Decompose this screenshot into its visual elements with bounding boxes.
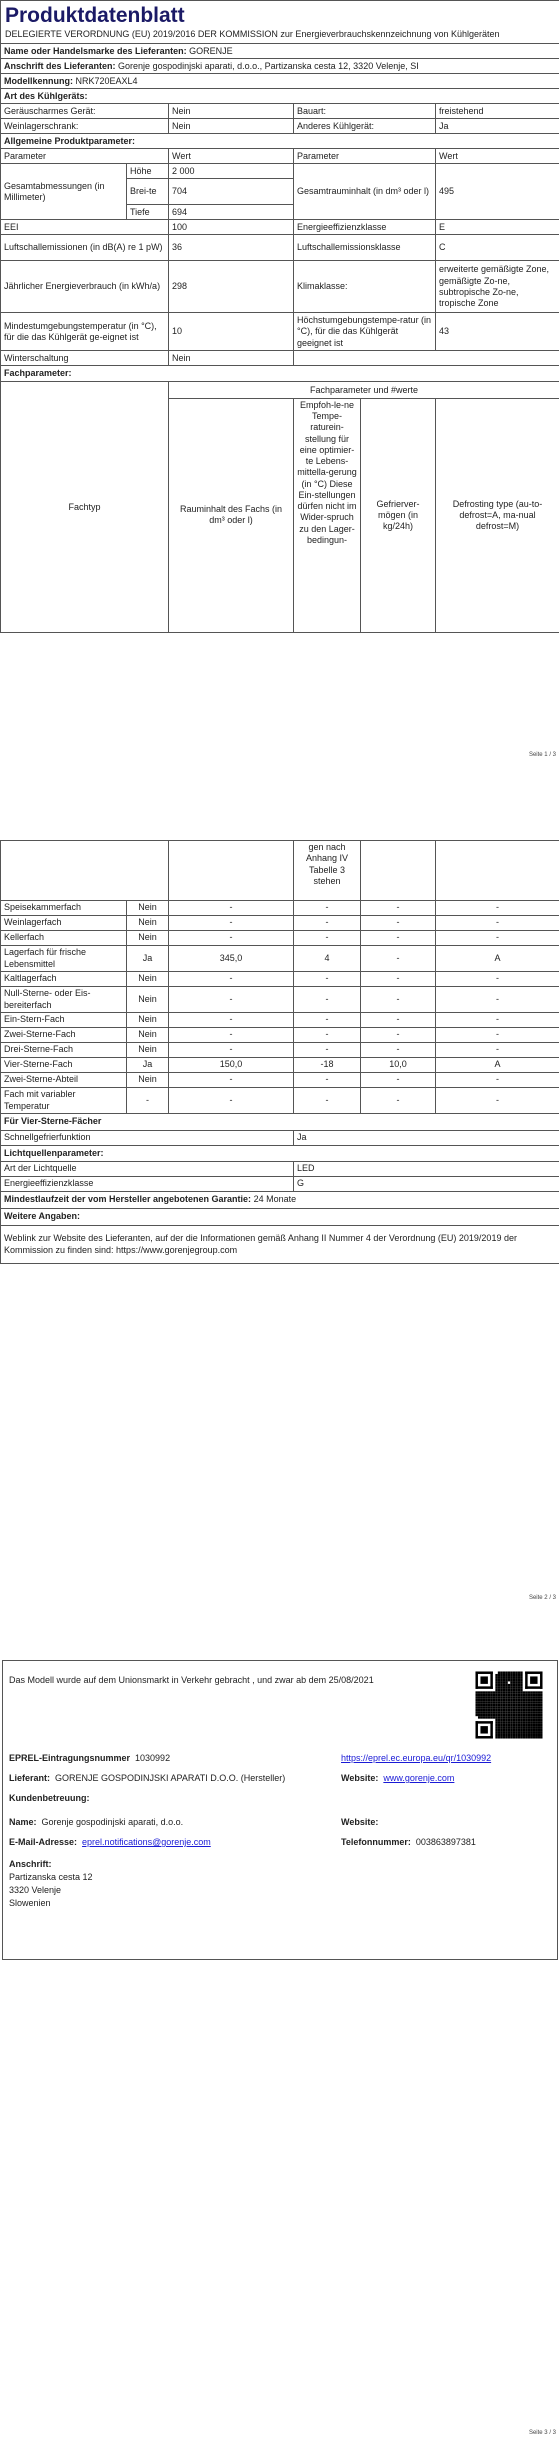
- compartment-row: [1, 972, 559, 987]
- compartment-defrost: -: [436, 1088, 559, 1114]
- col-param-header: Parameter: [1, 149, 169, 164]
- eei-value: 100: [169, 220, 294, 235]
- support-name-label: Name:: [9, 1817, 37, 1827]
- compartment-freeze: 10,0: [361, 1058, 436, 1073]
- compartment-temp: -: [294, 987, 361, 1013]
- col-value-header: Wert: [169, 149, 294, 164]
- compartment-row: [1, 901, 559, 916]
- compartment-present: Nein: [127, 931, 169, 946]
- datasheet-table-page1: [0, 0, 559, 382]
- volume-value: 495: [436, 164, 559, 220]
- page-3: [0, 1660, 559, 2442]
- compartment-row: [1, 1088, 559, 1114]
- email-label: E-Mail-Adresse:: [9, 1837, 78, 1847]
- light-type-value: LED: [294, 1162, 559, 1177]
- compartment-row: [1, 1043, 559, 1058]
- compartment-row: [1, 946, 559, 972]
- compartment-present: Nein: [127, 1028, 169, 1043]
- supplier-name-value: GORENJE: [189, 45, 233, 56]
- other-value: Ja: [436, 119, 559, 134]
- compartment-row: [1, 1058, 559, 1073]
- further-heading: Weitere Angaben:: [1, 1209, 559, 1226]
- compartment-freeze: -: [361, 916, 436, 931]
- noise-label: Luftschallemissionen (in dB(A) re 1 pW): [1, 235, 169, 261]
- compartment-defrost: -: [436, 931, 559, 946]
- compartment-present: Ja: [127, 1058, 169, 1073]
- light-class-label: Energieeffizienzklasse: [1, 1177, 294, 1192]
- compartment-temp: -: [294, 972, 361, 987]
- eprel-link[interactable]: https://eprel.ec.europa.eu/qr/1030992: [341, 1753, 492, 1763]
- compartment-present: Nein: [127, 1073, 169, 1088]
- compartment-freeze: -: [361, 1013, 436, 1028]
- compartment-defrost: -: [436, 1073, 559, 1088]
- compartment-row: [1, 1073, 559, 1088]
- eclass-value: E: [436, 220, 559, 235]
- design-label: Bauart:: [294, 104, 436, 119]
- compartment-defrost: -: [436, 1043, 559, 1058]
- support-name-value: Gorenje gospodinjski aparati, d.o.o.: [41, 1817, 184, 1827]
- further-text: Weblink zur Website des Lieferanten, auf der die Informationen gemäß Anhang II Nummer 4 der Verordnung (EU) 2019/2019 der Kommission zu finden sind: https://www.gorenjegroup.com: [1, 1226, 559, 1264]
- depth-value: 694: [169, 205, 294, 220]
- compartment-row: [1, 931, 559, 946]
- compartment-volume: 150,0: [169, 1058, 294, 1073]
- annual-energy-label: Jährlicher Energieverbrauch (in kWh/a): [1, 261, 169, 313]
- page-title: Produktdatenblatt: [5, 4, 185, 27]
- market-text: Das Modell wurde auf dem Unionsmarkt in Verkehr gebracht , und zwar ab dem 25/08/2021: [9, 1675, 374, 1685]
- height-label: Höhe: [127, 164, 169, 179]
- compartment-present: -: [127, 1088, 169, 1114]
- compartment-name: Speisekammerfach: [1, 901, 127, 916]
- quiet-value: Nein: [169, 104, 294, 119]
- compartment-defrost: -: [436, 901, 559, 916]
- compartment-present: Nein: [127, 972, 169, 987]
- compartment-row: [1, 1013, 559, 1028]
- compartment-volume: -: [169, 901, 294, 916]
- col-freeze-header: Gefrierver-mögen (in kg/24h): [361, 398, 436, 632]
- compartment-name: Drei-Sterne-Fach: [1, 1043, 127, 1058]
- climate-value: erweiterte gemäßigte Zone, gemäßigte Zo-ne, subtropische Zo-ne, tropische Zone: [436, 261, 559, 313]
- compartment-present: Nein: [127, 1043, 169, 1058]
- wine-label: Weinlagerschrank:: [1, 119, 169, 134]
- address-line2: 3320 Velenje: [9, 1885, 62, 1895]
- compartment-temp: 4: [294, 946, 361, 972]
- compartment-name: Weinlagerfach: [1, 916, 127, 931]
- compartment-name: Lagerfach für frische Lebensmittel: [1, 946, 127, 972]
- light-heading: Lichtquellenparameter:: [1, 1146, 559, 1162]
- compartment-temp: -: [294, 916, 361, 931]
- support-website-label: Website:: [341, 1817, 379, 1827]
- compartment-defrost: -: [436, 987, 559, 1013]
- compartment-temp: -18: [294, 1058, 361, 1073]
- col-volume-header: Rauminhalt des Fachs (in dm³ oder l): [169, 398, 294, 632]
- width-label: Brei-te: [127, 179, 169, 205]
- supplier-name-label: Name oder Handelsmarke des Lieferanten:: [4, 45, 187, 56]
- winter-label: Winterschaltung: [1, 351, 169, 366]
- eprel-value: 1030992: [135, 1753, 171, 1763]
- other-label: Anderes Kühlgerät:: [294, 119, 436, 134]
- warranty-value: 24 Monate: [253, 1194, 297, 1205]
- max-temp-value: 43: [436, 313, 559, 351]
- compartment-temp: -: [294, 1088, 361, 1114]
- compartment-temp: -: [294, 931, 361, 946]
- model-label: Modellkennung:: [4, 75, 73, 86]
- compartment-volume: -: [169, 916, 294, 931]
- col-param-header-2: Parameter: [294, 149, 436, 164]
- eprel-label: EPREL-Eintragungsnummer: [9, 1753, 131, 1763]
- min-temp-label: Mindestumgebungstemperatur (in °C), für die das Kühlgerät ge-eignet ist: [1, 313, 169, 351]
- compartment-name: Zwei-Sterne-Fach: [1, 1028, 127, 1043]
- compartment-volume: 345,0: [169, 946, 294, 972]
- compartment-freeze: -: [361, 1088, 436, 1114]
- compartment-name: Null-Sterne- oder Eis-bereiterfach: [1, 987, 127, 1013]
- compartment-name: Kaltlagerfach: [1, 972, 127, 987]
- address-line1: Partizanska cesta 12: [9, 1872, 93, 1882]
- compartment-present: Nein: [127, 916, 169, 931]
- support-heading: Kundenbetreuung:: [9, 1793, 90, 1803]
- supplier-address-value: Gorenje gospodinjski aparati, d.o.o., Partizanska cesta 12, 3320 Velenje, SI: [118, 60, 419, 71]
- compartment-defrost: -: [436, 1013, 559, 1028]
- eei-label: EEI: [1, 220, 169, 235]
- compartments-table-page2: [0, 840, 559, 1264]
- col-temp-header: Empfoh-le-ne Tempe-raturein-stellung für eine optimier-te Lebens-mittella-gerung (in °C) Diese Ein-stellungen dürfen nicht im Wider-spruch zu den Lager-bedingun-: [294, 398, 361, 632]
- compartment-freeze: -: [361, 931, 436, 946]
- compartment-freeze: -: [361, 987, 436, 1013]
- page-1: [0, 0, 559, 770]
- compartment-freeze: -: [361, 946, 436, 972]
- address-line3: Slowenien: [9, 1898, 51, 1908]
- regulation-text: DELEGIERTE VERORDNUNG (EU) 2019/2016 DER KOMMISSION zur Energieverbrauchskennzeichnung von Kühlgeräten: [5, 29, 500, 40]
- compartment-temp: -: [294, 1013, 361, 1028]
- page-number-2: Seite 2 / 3: [528, 1595, 556, 1601]
- quickfreeze-value: Ja: [294, 1131, 559, 1146]
- compartment-freeze: -: [361, 1073, 436, 1088]
- compartment-row: [1, 1028, 559, 1043]
- compartment-volume: -: [169, 931, 294, 946]
- dims-label: Gesamtabmessungen (in Millimeter): [1, 164, 127, 220]
- page-2: [0, 840, 559, 1620]
- min-temp-value: 10: [169, 313, 294, 351]
- compartment-name: Ein-Stern-Fach: [1, 1013, 127, 1028]
- compartments-heading: Fachparameter:: [1, 366, 559, 382]
- phone-value: 003863897381: [415, 1837, 476, 1847]
- max-temp-label: Höchstumgebungstempe-ratur (in °C), für die das Kühlgerät geeignet ist: [294, 313, 436, 351]
- compartment-defrost: -: [436, 1028, 559, 1043]
- compartment-defrost: -: [436, 916, 559, 931]
- compartment-present: Nein: [127, 987, 169, 1013]
- compartment-volume: -: [169, 987, 294, 1013]
- supplier-address-label: Anschrift des Lieferanten:: [4, 60, 116, 71]
- light-type-label: Art der Lichtquelle: [1, 1162, 294, 1177]
- email-link[interactable]: eprel.notifications@gorenje.com: [82, 1837, 211, 1847]
- general-heading: Allgemeine Produktparameter:: [1, 134, 559, 149]
- compartment-temp: -: [294, 1073, 361, 1088]
- compartment-freeze: -: [361, 972, 436, 987]
- compartment-volume: -: [169, 1028, 294, 1043]
- compartment-defrost: A: [436, 1058, 559, 1073]
- compartment-volume: -: [169, 1043, 294, 1058]
- website-label-p3: Website:: [341, 1773, 379, 1783]
- website-link[interactable]: www.gorenje.com: [383, 1773, 455, 1783]
- fachparameter-header: Fachparameter und #werte: [169, 382, 559, 398]
- compartment-volume: -: [169, 972, 294, 987]
- compartment-temp: -: [294, 901, 361, 916]
- page-number-3: Seite 3 / 3: [528, 2430, 556, 2436]
- compartment-volume: -: [169, 1088, 294, 1114]
- compartment-defrost: A: [436, 946, 559, 972]
- compartment-volume: -: [169, 1013, 294, 1028]
- col-value-header-2: Wert: [436, 149, 559, 164]
- noiseclass-label: Luftschallemissionsklasse: [294, 235, 436, 261]
- compartment-freeze: -: [361, 1028, 436, 1043]
- compartment-temp: -: [294, 1043, 361, 1058]
- supplier-value-p3: GORENJE GOSPODINJSKI APARATI D.O.O. (Hersteller): [55, 1773, 286, 1783]
- compartment-volume: -: [169, 1073, 294, 1088]
- compartment-defrost: -: [436, 972, 559, 987]
- model-value: NRK720EAXL4: [75, 75, 138, 86]
- four-star-heading: Für Vier-Sterne-Fächer: [1, 1114, 559, 1131]
- qr-code-icon[interactable]: [473, 1669, 545, 1741]
- compartment-name: Zwei-Sterne-Abteil: [1, 1073, 127, 1088]
- phone-label: Telefonnummer:: [341, 1837, 411, 1847]
- warranty-label: Mindestlaufzeit der vom Hersteller angebotenen Garantie:: [4, 1194, 252, 1205]
- depth-label: Tiefe: [127, 205, 169, 220]
- height-value: 2 000: [169, 164, 294, 179]
- width-value: 704: [169, 179, 294, 205]
- volume-label: Gesamtrauminhalt (in dm³ oder l): [294, 164, 436, 220]
- compartment-present: Ja: [127, 946, 169, 972]
- compartment-name: Fach mit variabler Temperatur: [1, 1088, 127, 1114]
- light-class-value: G: [294, 1177, 559, 1192]
- compartments-header-table: [0, 382, 559, 633]
- wine-value: Nein: [169, 119, 294, 134]
- col-defrost-header: Defrosting type (au-to-defrost=A, ma-nual defrost=M): [436, 398, 559, 632]
- col-temp-header-cont: gen nach Anhang IV Tabelle 3 stehen: [294, 841, 361, 901]
- compartment-freeze: -: [361, 1043, 436, 1058]
- climate-label: Klimaklasse:: [294, 261, 436, 313]
- fachtyp-header: Fachtyp: [1, 382, 169, 632]
- compartment-row: [1, 916, 559, 931]
- compartment-present: Nein: [127, 1013, 169, 1028]
- compartment-name: Kellerfach: [1, 931, 127, 946]
- compartment-rows: [1, 901, 559, 1114]
- noiseclass-value: C: [436, 235, 559, 261]
- eclass-label: Energieeffizienzklasse: [294, 220, 436, 235]
- compartment-row: [1, 987, 559, 1013]
- compartment-temp: -: [294, 1028, 361, 1043]
- design-value: freistehend: [436, 104, 559, 119]
- winter-value: Nein: [169, 351, 294, 366]
- contact-box: [2, 1660, 558, 1960]
- supplier-label-p3: Lieferant:: [9, 1773, 51, 1783]
- compartment-present: Nein: [127, 901, 169, 916]
- annual-energy-value: 298: [169, 261, 294, 313]
- noise-value: 36: [169, 235, 294, 261]
- page-number-1: Seite 1 / 3: [528, 752, 556, 758]
- appliance-type-heading: Art des Kühlgeräts:: [1, 89, 559, 104]
- quickfreeze-label: Schnellgefrierfunktion: [1, 1131, 294, 1146]
- address-label-p3: Anschrift:: [9, 1859, 52, 1869]
- compartment-name: Vier-Sterne-Fach: [1, 1058, 127, 1073]
- quiet-label: Geräuscharmes Gerät:: [1, 104, 169, 119]
- compartment-freeze: -: [361, 901, 436, 916]
